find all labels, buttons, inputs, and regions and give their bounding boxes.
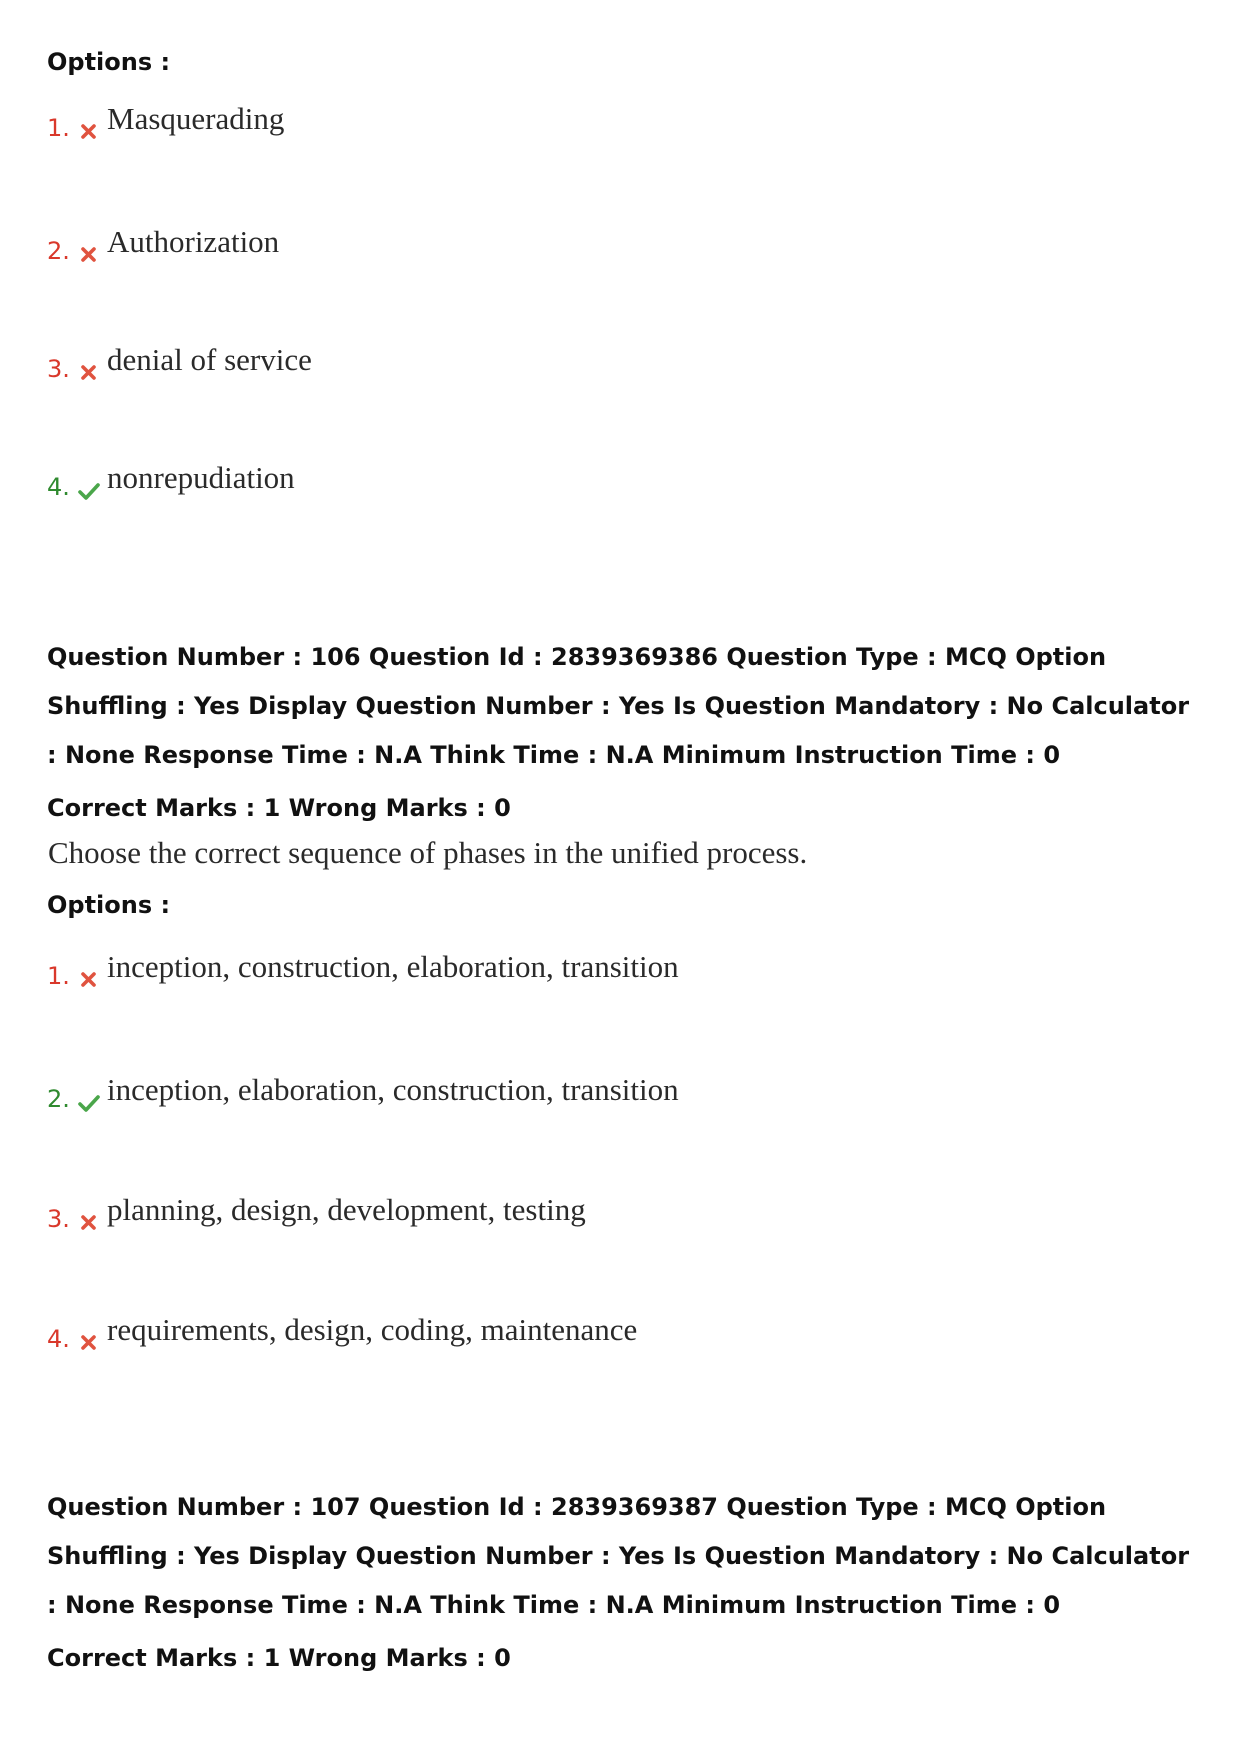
cross-icon bbox=[78, 244, 100, 266]
cross-icon bbox=[78, 121, 100, 143]
cross-icon bbox=[78, 1212, 100, 1234]
option-text: Masquerading bbox=[107, 101, 285, 136]
question-meta: Question Number : 107 Question Id : 2839369387 Question Type : MCQ Option Shuffling : Yes Display Question Number : Yes Is Question Mandatory : No Calculator : None Response Time : N.A Think Time : N.A Minimum Instruction Time : 0 bbox=[47, 1493, 1190, 1619]
option-number: 4. bbox=[47, 473, 70, 501]
cross-icon bbox=[78, 969, 100, 991]
option-text: Authorization bbox=[107, 224, 280, 259]
option-text: inception, elaboration, construction, transition bbox=[107, 1072, 679, 1107]
marks-info: Correct Marks : 1 Wrong Marks : 0 bbox=[47, 794, 511, 822]
checkmark-icon bbox=[78, 1092, 100, 1114]
option-number: 4. bbox=[47, 1325, 70, 1353]
option-number: 3. bbox=[47, 355, 70, 383]
option-number: 1. bbox=[47, 962, 70, 990]
cross-icon bbox=[78, 1332, 100, 1354]
option-text: nonrepudiation bbox=[107, 460, 295, 495]
options-label: Options : bbox=[47, 891, 171, 919]
checkmark-icon bbox=[78, 480, 100, 502]
option-number: 2. bbox=[47, 237, 70, 265]
options-label: Options : bbox=[47, 48, 171, 76]
option-number: 1. bbox=[47, 114, 70, 142]
cross-icon bbox=[78, 362, 100, 384]
option-number: 3. bbox=[47, 1205, 70, 1233]
question-text: Choose the correct sequence of phases in the unified process. bbox=[48, 835, 808, 870]
option-text: inception, construction, elaboration, transition bbox=[107, 949, 679, 984]
option-text: planning, design, development, testing bbox=[107, 1192, 586, 1227]
question-meta: Question Number : 106 Question Id : 2839369386 Question Type : MCQ Option Shuffling : Yes Display Question Number : Yes Is Question Mandatory : No Calculator : None Response Time : N.A Think Time : N.A Minimum Instruction Time : 0 bbox=[47, 643, 1190, 769]
option-text: denial of service bbox=[107, 342, 312, 377]
option-text: requirements, design, coding, maintenance bbox=[107, 1312, 638, 1347]
option-number: 2. bbox=[47, 1085, 70, 1113]
marks-info: Correct Marks : 1 Wrong Marks : 0 bbox=[47, 1644, 511, 1672]
